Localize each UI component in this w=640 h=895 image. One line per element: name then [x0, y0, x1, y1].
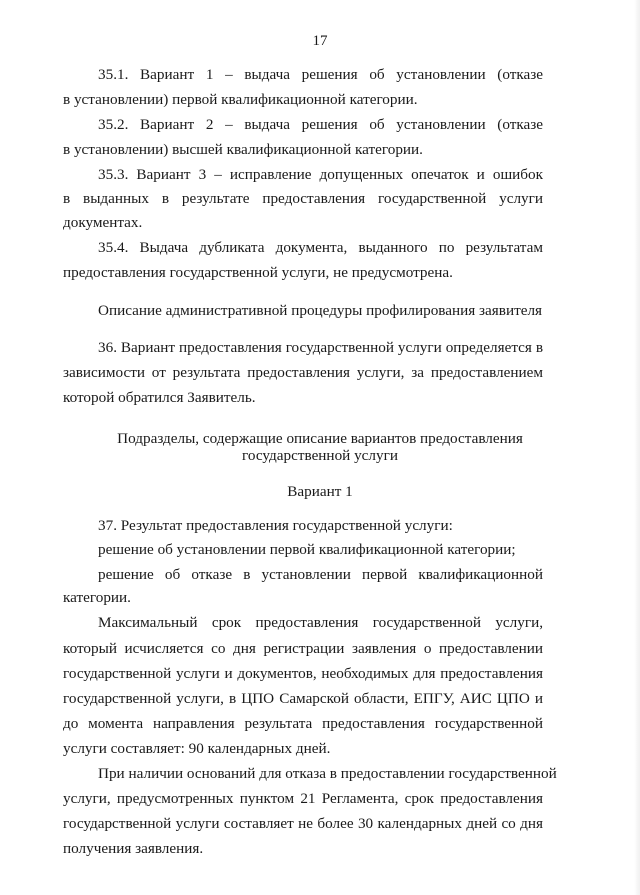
text-line: решение об установлении первой квалификационной категории;: [98, 541, 516, 558]
text-line: решение об отказе в установлении первой квалификационной: [98, 566, 543, 583]
text-line: до момента направления результата предоставления государственной: [63, 715, 543, 732]
page-number: 17: [312, 33, 328, 49]
text-line: 35.4. Выдача дубликата документа, выданного по результатам: [98, 239, 543, 256]
text-line: 35.1. Вариант 1 – выдача решения об установлении (отказе: [98, 66, 543, 83]
text-line: категории.: [63, 589, 131, 606]
text-line: в установлении) высшей квалификационной категории.: [63, 141, 423, 158]
text-line: услуги составляет: 90 календарных дней.: [63, 740, 331, 757]
text-line: документах.: [63, 214, 143, 231]
text-line: При наличии оснований для отказа в предоставлении государственной: [98, 765, 557, 782]
text-line: услуги, предусмотренных пунктом 21 Регламента, срок предоставления: [63, 790, 543, 807]
text-line: предоставления государственной услуги, не предусмотрена.: [63, 264, 453, 281]
text-line: государственной услуги, в ЦПО Самарской области, ЕПГУ, АИС ЦПО и: [63, 690, 543, 707]
text-line: 35.3. Вариант 3 – исправление допущенных опечаток и ошибок: [98, 166, 543, 183]
text-line: Максимальный срок предоставления государственной услуги,: [98, 614, 543, 631]
text-line: зависимости от результата предоставления услуги, за предоставлением: [63, 364, 543, 381]
variant-heading: Вариант 1: [287, 483, 353, 500]
text-line: в выданных в результате предоставления государственной услуги: [63, 190, 543, 207]
text-line: которой обратился Заявитель.: [63, 389, 256, 406]
text-line: 35.2. Вариант 2 – выдача решения об установлении (отказе: [98, 116, 543, 133]
text-line: получения заявления.: [63, 840, 204, 857]
text-line: который исчисляется со дня регистрации заявления о предоставлении: [63, 640, 543, 657]
text-line: государственной услуги составляет не более 30 календарных дней со дня: [63, 815, 543, 832]
subsection-heading: государственной услуги: [242, 447, 398, 464]
text-line: 36. Вариант предоставления государственной услуги определяется в: [98, 339, 543, 356]
text-line: государственной услуги и документов, необходимых для предоставления: [63, 665, 543, 682]
section-heading: Описание административной процедуры профилирования заявителя: [97, 302, 543, 319]
text-line: 37. Результат предоставления государственной услуги:: [98, 517, 453, 534]
text-line: в установлении) первой квалификационной категории.: [63, 91, 418, 108]
subsection-heading: Подразделы, содержащие описание вариантов предоставления: [117, 430, 523, 447]
